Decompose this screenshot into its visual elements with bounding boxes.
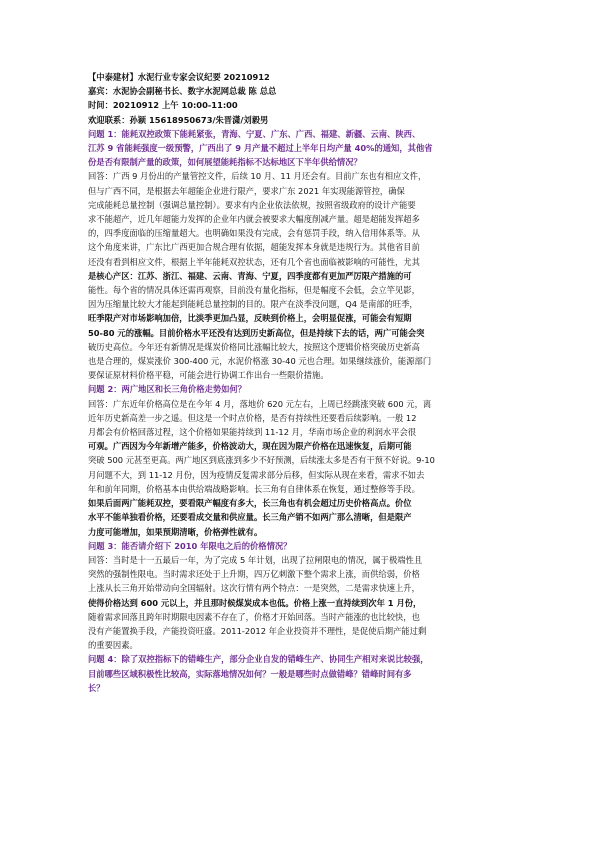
answer-line: 随着需求回落且跨年时期限电因素不存在了，价格才开始回落。当时产能涨的也比较快，也 <box>88 611 420 622</box>
answer-line: 使得价格达到 600 元以上，并且那时候煤炭成本也低。价格上涨一直持续到次年 1 月份， <box>88 597 422 608</box>
answer-line: 水平不能单独看价格，还要看成交量和供应量。长三角产销不如两广那么清晰，但是限产 <box>88 512 412 523</box>
document-title: 【中泰建材】水泥行业专家会议纪要 20210912 <box>88 72 270 82</box>
question-line: 问题 2：两广地区和长三角价格走势如何？ <box>88 384 247 395</box>
answer-line: 但与广西不同，是根据去年超能企业进行限产，要求广东 2021 年实现能源管控，确保 <box>88 185 405 196</box>
question-line: 份是否有限制产量的政策，如何展望能耗指标不达标地区下半年供给情况？ <box>88 157 362 168</box>
document-body <box>88 127 508 695</box>
question-line: 目前哪些区域积极性比较高，实际落地情况如何？一般是哪些时点做错峰？错峰时间有多 <box>88 668 412 679</box>
question-line: 问题 3：能否请介绍下 2010 年限电之后的价格情况？ <box>88 540 292 551</box>
guest-info: 嘉宾：水泥协会副秘书长、数字水泥网总裁 陈 总总 <box>88 86 277 97</box>
answer-line: 力度可能增加，如果预期清晰，价格弹性就有。 <box>88 526 263 537</box>
question-line: 江苏 9 省能耗强度一级预警，广西出了 9 月产量不超过上半年日均产量 40%的通知，其他省 <box>88 143 433 154</box>
answer-line: 的重要因素。 <box>88 640 138 651</box>
answer-line: 50-80 元的涨幅。目前价格水平还没有达到历史新高位，但是持续下去的话，两广可能会突 <box>88 327 425 338</box>
question-line: 问题 1：能耗双控政策下能耗紧张，青海、宁夏、广东、广西、福建、新疆、云南、陕西、 <box>88 128 421 139</box>
answer-line: 要保证原材料价格平稳，可能会进行协调工作出台一些限价措施。 <box>88 370 329 381</box>
question-line: 长？ <box>88 682 105 693</box>
answer-line: 突然的强制性限电。当时需求还处于上升期，四万亿刺激下整个需求上涨，而供给弱，价格 <box>88 569 420 580</box>
answer-line: 回答：当时是十一五最后一年，为了完成 5 年计划，出现了拉闸限电的情况，属于极端性且 <box>88 554 423 565</box>
answer-line: 如果后面两广能耗双控，要看限产幅度有多大，长三角也有机会超过历史价格高点。价位 <box>88 498 412 509</box>
answer-line: 月都会有价格回落过程，这个价格如果能持续到 11-12 月，华南市场企业的利润水平会很 <box>88 427 417 438</box>
answer-line: 没有产能置换手段，产能投资旺盛。2011-2012 年企业投资并不理性，是促使后期产能过剩 <box>88 625 427 636</box>
answer-line: 回答：广西 9 月份出的产量管控文件，后续 10 月、11 月还会有。目前广东也有相应文件， <box>88 171 427 182</box>
question-line: 问题 4：除了双控指标下的错峰生产，部分企业自发的错峰生产、协同生产相对来说比较强， <box>88 654 429 665</box>
document-page <box>88 70 508 695</box>
answer-line: 完成能耗总量控制（强调总量控制）。要求有内企业依法依规，按照省级政府的设计产能要 <box>88 199 416 210</box>
answer-line: 求不能超产，近几年超能力发挥的企业年内就会被要求大幅度削减产量。超是超能发挥超多 <box>88 214 420 225</box>
answer-line: 因为压缩量比较大才能起到能耗总量控制的目的。限产在淡季没问题，Q4 是南部的旺季， <box>88 299 418 310</box>
answer-line: 这个角度来讲，广东比广西更加合规合理有依据，超能发挥本身就是违规行为。其他省目前 <box>88 242 420 253</box>
answer-line: 回答：广东近年价格高位是在今年 4 月，落地价 620 元左右，上周已经跳涨突破 600 元，离 <box>88 398 432 409</box>
answer-line: 旺季限产对市场影响加倍，比淡季更加凸显，反映到价格上，会明显促涨，可能会有短期 <box>88 313 412 324</box>
answer-line: 还没有看到相应文件，根据上半年能耗双控状态，还有几个省也面临被影响的可能性，尤其 <box>88 256 420 267</box>
answer-line: 上涨从长三角开始带动向全国辐射。这次行情有两个特点：一是突然，二是需求快速上升， <box>88 583 420 594</box>
answer-line: 也是合理的，煤炭涨价 300-400 元，水泥价格涨 30-40 元也合理。如果继续涨价，能源部门 <box>88 356 432 367</box>
answer-line: 近年历史新高差一步之遥。但这是一个时点价格，是否有持续性还要看后续影响。一般 12 <box>88 412 417 423</box>
contact-info: 欢迎联系：孙颖 15618950673/朱晋潇/刘毅男 <box>88 114 269 125</box>
answer-line: 突破 500 元甚至更高。两广地区到底涨到多少不好预测，后续涨太多是否有干预不好说。9-10 <box>88 455 435 466</box>
answer-line: 年和前年同期，价格基本由供给端战略影响。长三角有自律体系在恢复，通过整修等手段。 <box>88 483 420 494</box>
answer-line: 月问题不大，到 11-12 月份，因为疫情反复需求部分后移，但实际从现在来看，需求不如去 <box>88 469 425 480</box>
answer-line: 能性。每个省的情况具体还需再观察，目前没有量化指标，但是幅度不会低，会立竿见影， <box>88 285 420 296</box>
meeting-time: 时间：20210912 上午 10:00-11:00 <box>88 100 238 111</box>
answer-line: 的，四季度面临的压缩量超大。也明确如果没有完成，会有惩罚手段，纳入信用体系等。从 <box>88 228 420 239</box>
answer-line: 可观。广西因为今年新增产能多，价格波动大，现在因为限产价格在迅速恢复，后期可能 <box>88 441 412 452</box>
answer-line: 破历史高位。今年还有新情况是煤炭价格同比涨幅比较大，按照这个逻辑价格突破历史新高 <box>88 341 420 352</box>
answer-line: 是核心产区：江苏、浙江、福建、云南、青海、宁夏，四季度都有更加严厉限产措施的可 <box>88 270 412 281</box>
